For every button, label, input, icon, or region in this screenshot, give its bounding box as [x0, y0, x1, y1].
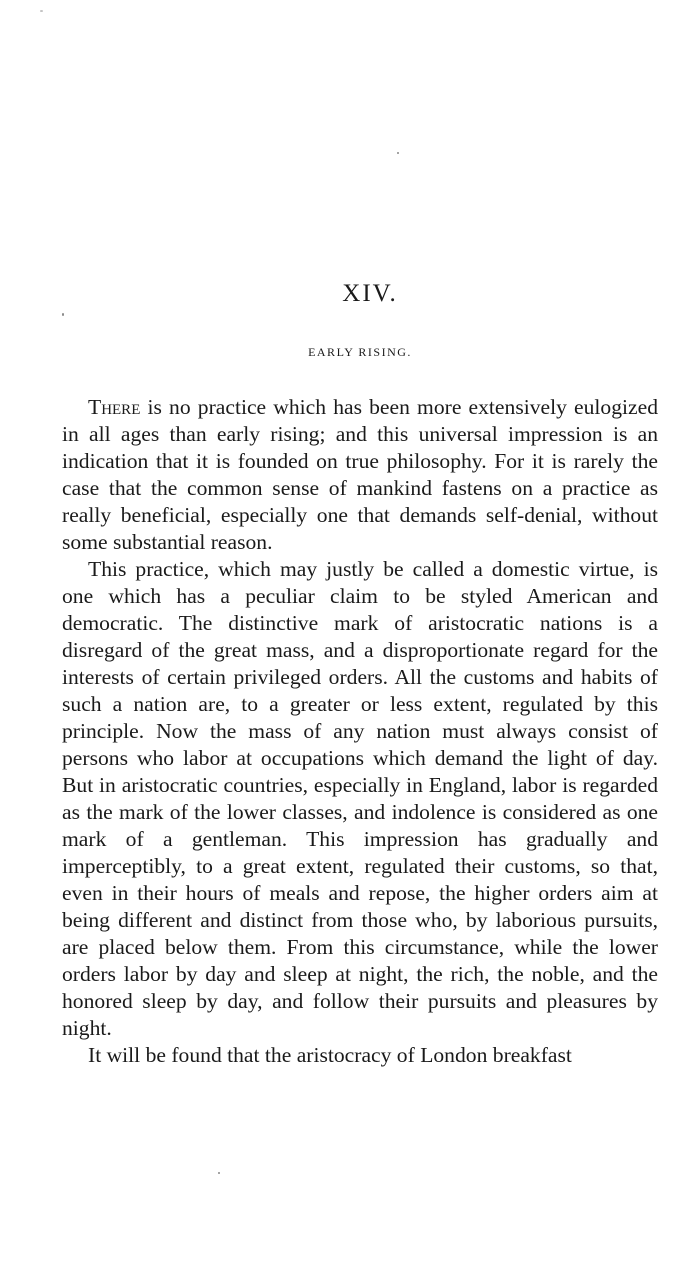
paragraph-text: This practice, which may justly be called a domestic virtue, is one which has a peculiar claim to be styled American and democratic. The distinctive mark of aristocratic nations is a disregard of the great mass, and a disproportionate regard for the interests of certain privileged orders. All the customs and habits of such a nation are, to a greater or less extent, regulated by this principle. Now the mass of any nation must always consist of persons who labor at occupations which demand the light of day. But in aristocratic countries, especially in England, labor is regarded as the mark of the lower classes, and indolence is considered as one mark of a gentleman. This impression has gradually and imperceptibly, to a great extent, regulated their customs, so that, even in their hours of meals and repose, the higher orders aim at being different and distinct from those who, by laborious pursuits, are placed below them. From this circumstance, while the lower orders labor by day and sleep at night, the rich, the noble, and the honored sleep by day, and follow their pursuits and pleasures by night. — [62, 557, 658, 1040]
paragraph-text: is no practice which has been more extensively eulogized in all ages than early rising; and this universal impression is an indication that it is founded on true philosophy. For it is rarely the case that the common sense of mankind fastens on a practice as really beneficial, especially one that demands self-denial, without some substantial reason. — [62, 395, 658, 554]
paragraph — [62, 1042, 658, 1069]
paragraph-text: It will be found that the aristocracy of London breakfast — [88, 1043, 572, 1067]
paper-speck — [397, 152, 399, 154]
paper-speck — [62, 313, 64, 316]
chapter-title: EARLY RISING. — [308, 345, 412, 359]
paragraph — [62, 394, 658, 556]
paper-speck — [218, 1172, 220, 1174]
chapter-number: XIV. — [342, 280, 398, 307]
paragraph-lead-word: There — [88, 395, 141, 419]
chapter-body — [62, 394, 658, 1069]
paragraph — [62, 556, 658, 1042]
paper-speck — [40, 10, 43, 12]
